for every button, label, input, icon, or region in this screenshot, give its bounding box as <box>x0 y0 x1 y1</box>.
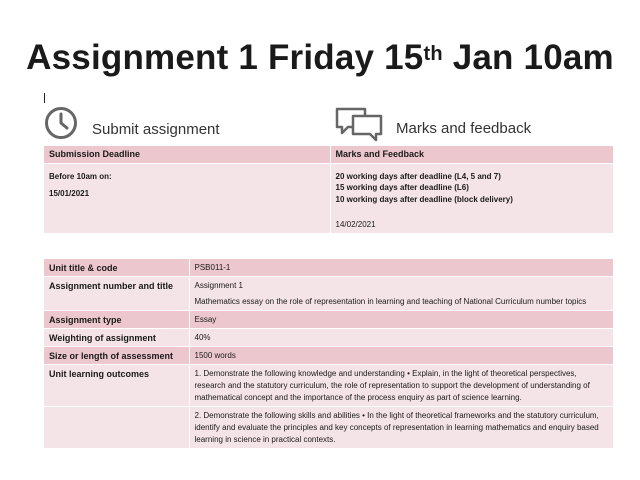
marks-feedback-header: Marks and Feedback <box>330 146 613 163</box>
row-key: Unit title & code <box>44 259 189 277</box>
deadline-table-header-row <box>44 146 613 163</box>
submit-assignment-heading <box>44 106 220 145</box>
row-value: PSB011-1 <box>189 259 613 277</box>
table-row <box>44 347 613 365</box>
submission-deadline-cell <box>44 163 330 233</box>
marks-return-date: 14/02/2021 <box>335 220 376 229</box>
table-row <box>44 259 613 277</box>
marks-feedback-label: Marks and feedback <box>396 120 532 137</box>
row-value-cell <box>189 277 613 311</box>
speech-bubbles-icon <box>334 106 384 147</box>
marks-line-2: 15 working days after deadline (L6) <box>335 183 469 192</box>
deadline-table-body-row <box>44 163 613 233</box>
clock-icon <box>44 106 78 145</box>
submission-date: 15/01/2021 <box>49 189 90 198</box>
marks-line-1: 20 working days after deadline (L4, 5 and 7) <box>335 171 501 181</box>
row-key: Weighting of assignment <box>44 329 189 347</box>
assignment-details-table <box>44 259 613 449</box>
page-title <box>0 36 640 80</box>
marks-feedback-cell <box>330 163 613 233</box>
table-row <box>44 365 613 407</box>
title-prefix: Assignment 1 Friday 15 <box>26 38 424 77</box>
row-key: Unit learning outcomes <box>44 365 189 407</box>
table-row <box>44 311 613 329</box>
row-value: Essay <box>189 311 613 329</box>
row-key <box>44 407 189 449</box>
submission-deadline-header: Submission Deadline <box>44 146 330 163</box>
submit-assignment-label: Submit assignment <box>92 121 220 138</box>
table-row <box>44 277 613 311</box>
marks-feedback-heading <box>334 106 531 147</box>
row-value-extra: Mathematics essay on the role of representation in learning and teaching of National Curriculum number topics <box>194 297 587 306</box>
text-cursor <box>44 93 45 103</box>
row-value: 1. Demonstrate the following knowledge and understanding • Explain, in the light of theoretical perspectives, research and the statutory curriculum, the role of representation to support the development of understanding of mathematical concept and the importance of the process enquiry as part of science learning. <box>189 365 613 407</box>
table-row <box>44 329 613 347</box>
title-suffix: Jan 10am <box>442 38 614 77</box>
title-superscript: th <box>423 43 443 65</box>
marks-line-3: 10 working days after deadline (block delivery) <box>335 194 513 204</box>
row-key: Assignment number and title <box>44 277 189 311</box>
table-row <box>44 407 613 449</box>
row-value: 40% <box>189 329 613 347</box>
row-value: 1500 words <box>189 347 613 365</box>
submission-before-text: Before 10am on: <box>49 171 112 181</box>
row-value: 2. Demonstrate the following skills and abilities • In the light of theoretical frameworks and the statutory curriculum, identify and evaluate the principles and key concepts of representation in learning mathematics and enquiry based learning in science in practical contexts. <box>189 407 613 449</box>
row-key: Size or length of assessment <box>44 347 189 365</box>
row-key: Assignment type <box>44 311 189 329</box>
deadline-table <box>44 146 613 233</box>
row-value: Assignment 1 <box>194 281 243 290</box>
